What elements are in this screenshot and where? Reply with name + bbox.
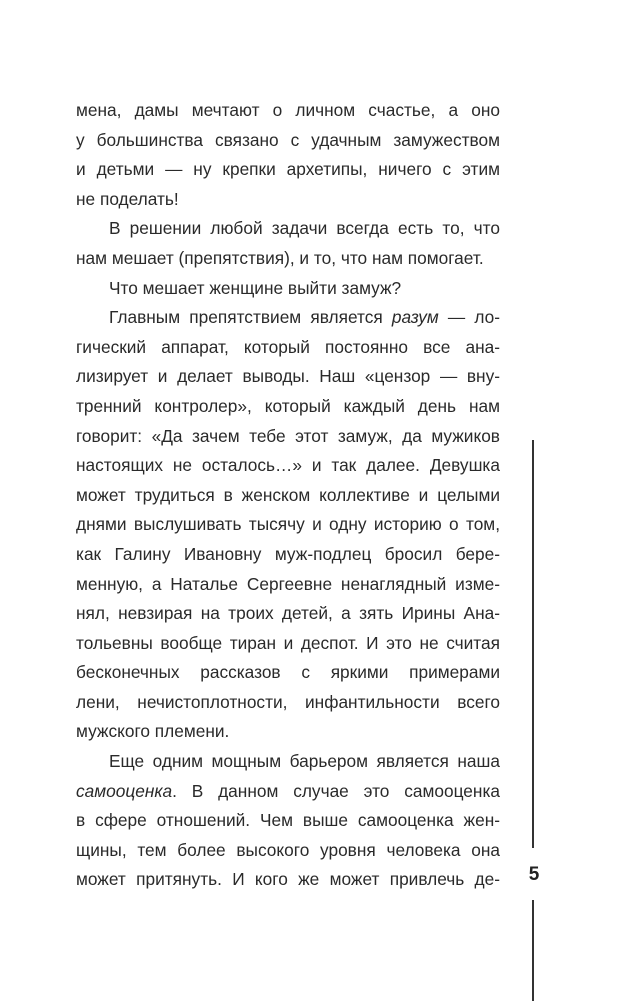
text-line <box>76 717 500 747</box>
emphasized-term: разум <box>391 307 439 328</box>
text-line <box>76 274 500 304</box>
text-line <box>76 244 500 274</box>
line-content: щины, тем более высокого уровня человека она <box>76 839 500 860</box>
text-line <box>76 629 500 659</box>
line-content: нам мешает (препятствия), и то, что нам помогает. <box>76 247 484 268</box>
line-content: тольевны вообще тиран и деспот. И это не считая <box>76 632 500 653</box>
line-content: бесконечных рассказов с яркими примерами <box>76 662 500 683</box>
text-line <box>76 155 500 185</box>
line-content: настоящих не осталось…» и так далее. Девушка <box>76 455 500 476</box>
text-line <box>76 392 500 422</box>
body-text <box>76 96 500 895</box>
line-content <box>109 303 500 333</box>
line-content: говорит: «Да зачем тебе этот замуж, да мужиков <box>76 425 500 446</box>
text-line <box>76 362 500 392</box>
text-line <box>76 658 500 688</box>
line-content: не поделать! <box>76 188 179 209</box>
text-line <box>76 214 500 244</box>
line-content: тренний контролер», который каждый день нам <box>76 395 500 416</box>
line-content: как Галину Ивановну муж-подлец бросил бере- <box>76 543 500 564</box>
line-content: Что мешает женщине выйти замуж? <box>109 277 402 298</box>
text-line <box>76 422 500 452</box>
line-content: днями выслушивать тысячу и одну историю о том, <box>76 514 500 535</box>
line-content: мужского племени. <box>76 721 230 742</box>
text-line <box>76 185 500 215</box>
line-content: может трудиться в женском коллективе и целыми <box>76 484 500 505</box>
text-line <box>76 777 500 807</box>
line-content: лизирует и делает выводы. Наш «цензор — вну- <box>76 366 500 387</box>
text-line <box>76 806 500 836</box>
page-number: 5 <box>528 864 540 885</box>
margin-rule-bottom <box>532 900 534 1001</box>
line-content: Еще одним мощным барьером является наша <box>109 751 500 772</box>
emphasized-term: самооценка <box>76 780 173 801</box>
line-content: гический аппарат, который постоянно все ана- <box>76 336 500 357</box>
text-line <box>76 747 500 777</box>
text-line <box>76 836 500 866</box>
text-line <box>76 96 500 126</box>
text-line <box>76 599 500 629</box>
text-segment: . В данном случае это самооценка <box>172 780 500 801</box>
line-content: может притянуть. И кого же может привлечь де- <box>76 869 500 890</box>
text-line <box>76 865 500 895</box>
text-segment: Главным препятствием является <box>109 307 392 328</box>
text-line <box>76 481 500 511</box>
text-line <box>76 303 500 333</box>
line-content: и детьми — ну крепки архетипы, ничего с этим <box>76 159 500 180</box>
text-segment: — ло- <box>438 307 500 328</box>
line-content: В решении любой задачи всегда есть то, что <box>109 218 500 239</box>
line-content: лени, нечистоплотности, инфантильности всего <box>76 691 500 712</box>
line-content: мена, дамы мечтают о личном счастье, а оно <box>76 100 500 120</box>
text-line <box>76 570 500 600</box>
text-line <box>76 451 500 481</box>
line-content: нял, невзирая на троих детей, а зять Ирины Ана- <box>76 603 500 624</box>
text-line <box>76 688 500 718</box>
line-content: менную, а Наталье Сергеевне ненаглядный изме- <box>76 573 500 594</box>
text-line <box>76 510 500 540</box>
line-content: у большинства связано с удачным замужеством <box>76 129 500 150</box>
margin-rule-top <box>532 440 534 848</box>
line-content: в сфере отношений. Чем выше самооценка жен- <box>76 810 500 831</box>
line-content <box>76 777 500 807</box>
text-line <box>76 333 500 363</box>
text-line <box>76 126 500 156</box>
text-line <box>76 540 500 570</box>
